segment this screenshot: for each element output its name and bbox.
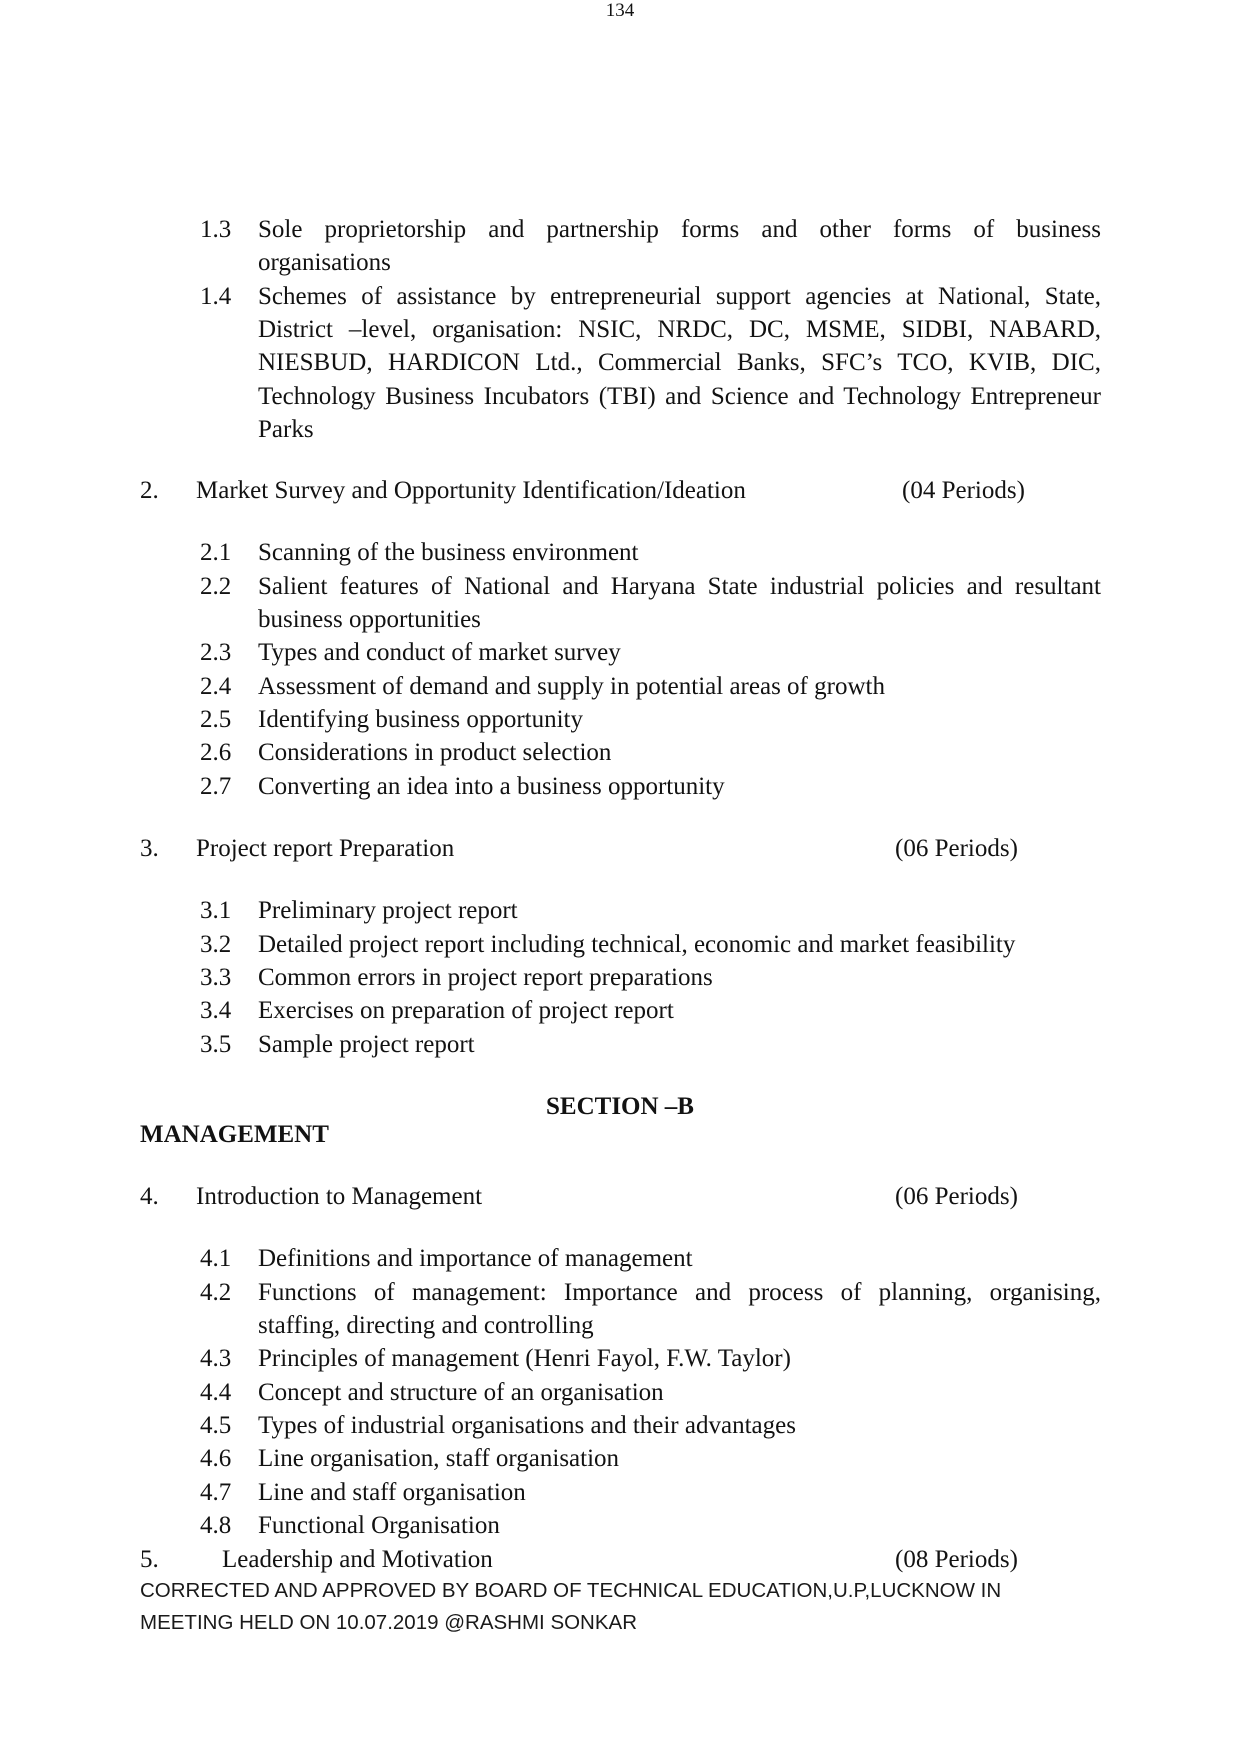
topic-item [0, 770, 1240, 803]
topic-item [0, 1342, 1240, 1375]
topic-text-line: Line organisation, staff organisation [258, 1445, 620, 1473]
topic-number: 3.2 [200, 930, 232, 958]
section-b [0, 1093, 1240, 1149]
topic-number: 2.6 [200, 739, 232, 767]
unit-5 [0, 1543, 1240, 1576]
topic-number: 4.8 [200, 1511, 232, 1539]
topic-text [258, 961, 1101, 994]
footer-note [0, 1575, 1240, 1638]
topic-text [258, 280, 1101, 447]
topic-number: 2.5 [200, 705, 232, 733]
page-number: 134 [605, 0, 635, 21]
topic-text [258, 770, 1101, 803]
topic-item [0, 1509, 1240, 1542]
topic-text-line: staffing, directing and controlling [258, 1311, 594, 1339]
topic-number: 3.3 [200, 963, 232, 991]
unit-periods: (08 Periods) [895, 1546, 1018, 1573]
topic-item [0, 736, 1240, 769]
topic-item [0, 536, 1240, 569]
topic-text-line: organisations [258, 249, 391, 277]
topic-number: 1.3 [200, 216, 232, 243]
topic-item [0, 1476, 1240, 1509]
unit-periods: (06 Periods) [895, 835, 1018, 862]
topic-item [0, 280, 1240, 447]
topic-text [258, 1509, 1101, 1542]
topic-number: 4.5 [200, 1411, 232, 1439]
topic-text [258, 570, 1101, 637]
unit-3 [0, 832, 1240, 1061]
topic-text [258, 536, 1101, 569]
topic-text-line: NIESBUD, HARDICON Ltd., Commercial Banks, SFC’s TCO, KVIB, DIC, [258, 349, 1101, 377]
topic-number: 4.7 [200, 1478, 232, 1506]
topic-text-line: Scanning of the business environment [258, 539, 639, 567]
topic-text-line: Types of industrial organisations and their advantages [258, 1411, 796, 1439]
topic-list [0, 536, 1240, 803]
topic-item [0, 994, 1240, 1027]
unit-heading [0, 1180, 1240, 1213]
topic-number: 2.7 [200, 772, 232, 800]
topic-text-line: District –level, organisation: NSIC, NRDC, DC, MSME, SIDBI, NABARD, [258, 315, 1101, 343]
topic-item [0, 894, 1240, 927]
topic-item [0, 636, 1240, 669]
topic-text [258, 703, 1101, 736]
topic-list [0, 894, 1240, 1061]
topic-item [0, 1376, 1240, 1409]
unit-number: 4. [140, 1183, 159, 1210]
topic-text-line: Functions of management: Importance and process of planning, organising, [258, 1278, 1101, 1306]
topic-text-line: Sole proprietorship and partnership forms and other forms of business [258, 216, 1101, 243]
topic-text-line: Converting an idea into a business opportunity [258, 772, 725, 800]
unit-periods: (06 Periods) [895, 1183, 1018, 1210]
unit-number: 2. [140, 477, 159, 504]
topic-text-line: Identifying business opportunity [258, 705, 583, 733]
topic-number: 4.6 [200, 1445, 232, 1473]
topic-text [258, 213, 1101, 280]
topic-number: 2.3 [200, 639, 232, 667]
topic-item [0, 670, 1240, 703]
topic-number: 3.4 [200, 997, 232, 1025]
topic-text-line: Preliminary project report [258, 897, 518, 925]
topic-number: 1.4 [200, 282, 232, 310]
topic-number: 3.5 [200, 1030, 232, 1058]
topic-text-line: Considerations in product selection [258, 739, 612, 767]
topic-text [258, 1476, 1101, 1509]
topic-item [0, 928, 1240, 961]
unit-title: Leadership and Motivation [222, 1546, 493, 1573]
topic-number: 3.1 [200, 897, 232, 925]
topic-text [258, 1242, 1101, 1275]
topic-text [258, 1409, 1101, 1442]
unit-2 [0, 474, 1240, 803]
topic-item [0, 1242, 1240, 1275]
topic-item [0, 1276, 1240, 1343]
topic-number: 4.3 [200, 1345, 232, 1373]
topic-text [258, 928, 1101, 961]
unit-title: Project report Preparation [196, 835, 455, 862]
unit-title: Market Survey and Opportunity Identification/Ideation [196, 477, 746, 504]
topic-text-line: Line and staff organisation [258, 1478, 526, 1506]
unit-periods: (04 Periods) [902, 477, 1025, 504]
topic-text [258, 1028, 1101, 1061]
footer-line: MEETING HELD ON 10.07.2019 @RASHMI SONKAR [140, 1610, 638, 1634]
topic-item [0, 961, 1240, 994]
topic-text-line: Principles of management (Henri Fayol, F.W. Taylor) [258, 1345, 791, 1373]
topic-text-line: Concept and structure of an organisation [258, 1378, 664, 1406]
topic-number: 4.1 [200, 1245, 232, 1273]
topic-text [258, 670, 1101, 703]
topic-text [258, 994, 1101, 1027]
topic-text [258, 1376, 1101, 1409]
topic-text-line: Common errors in project report preparations [258, 963, 713, 991]
topic-list [0, 1242, 1240, 1542]
topic-text-line: Assessment of demand and supply in potential areas of growth [258, 672, 885, 700]
unit-4 [0, 1180, 1240, 1542]
topic-number: 2.1 [200, 539, 232, 567]
topic-text [258, 636, 1101, 669]
topic-text-line: Detailed project report including technical, economic and market feasibility [258, 930, 1016, 958]
topic-text-line: Parks [258, 415, 314, 443]
topic-text [258, 1276, 1101, 1343]
topic-text [258, 1342, 1101, 1375]
unit-heading [0, 832, 1240, 865]
topic-text-line: Definitions and importance of management [258, 1245, 693, 1273]
topic-text-line: Functional Organisation [258, 1511, 500, 1539]
topic-number: 2.4 [200, 672, 232, 700]
topic-text-line: Salient features of National and Haryana State industrial policies and resultant [258, 572, 1101, 600]
unit-heading [0, 474, 1240, 507]
topic-text [258, 736, 1101, 769]
topic-text-line: Exercises on preparation of project report [258, 997, 674, 1025]
unit-title: Introduction to Management [196, 1183, 483, 1210]
footer-line: CORRECTED AND APPROVED BY BOARD OF TECHNICAL EDUCATION,U.P,LUCKNOW IN [140, 1579, 1002, 1602]
topic-item [0, 1028, 1240, 1061]
topic-text [258, 1442, 1101, 1475]
topic-text-line: Technology Business Incubators (TBI) and Science and Technology Entrepreneur [258, 382, 1101, 410]
unit-1-continued-topics [0, 213, 1240, 446]
topic-number: 4.2 [200, 1278, 232, 1306]
topic-item [0, 213, 1240, 280]
unit-heading [0, 1543, 1240, 1576]
topic-text-line: business opportunities [258, 605, 481, 633]
unit-number: 5. [140, 1546, 159, 1573]
topic-item [0, 703, 1240, 736]
topic-text [258, 894, 1101, 927]
topic-number: 2.2 [200, 572, 232, 600]
topic-number: 4.4 [200, 1378, 232, 1406]
topic-item [0, 1442, 1240, 1475]
section-subheading: MANAGEMENT [140, 1121, 329, 1148]
topic-text-line: Sample project report [258, 1030, 475, 1058]
topic-item [0, 570, 1240, 637]
topic-text-line: Types and conduct of market survey [258, 639, 621, 667]
unit-number: 3. [140, 835, 159, 862]
topic-item [0, 1409, 1240, 1442]
topic-text-line: Schemes of assistance by entrepreneurial support agencies at National, State, [258, 282, 1101, 310]
section-heading: SECTION –B [546, 1093, 694, 1120]
